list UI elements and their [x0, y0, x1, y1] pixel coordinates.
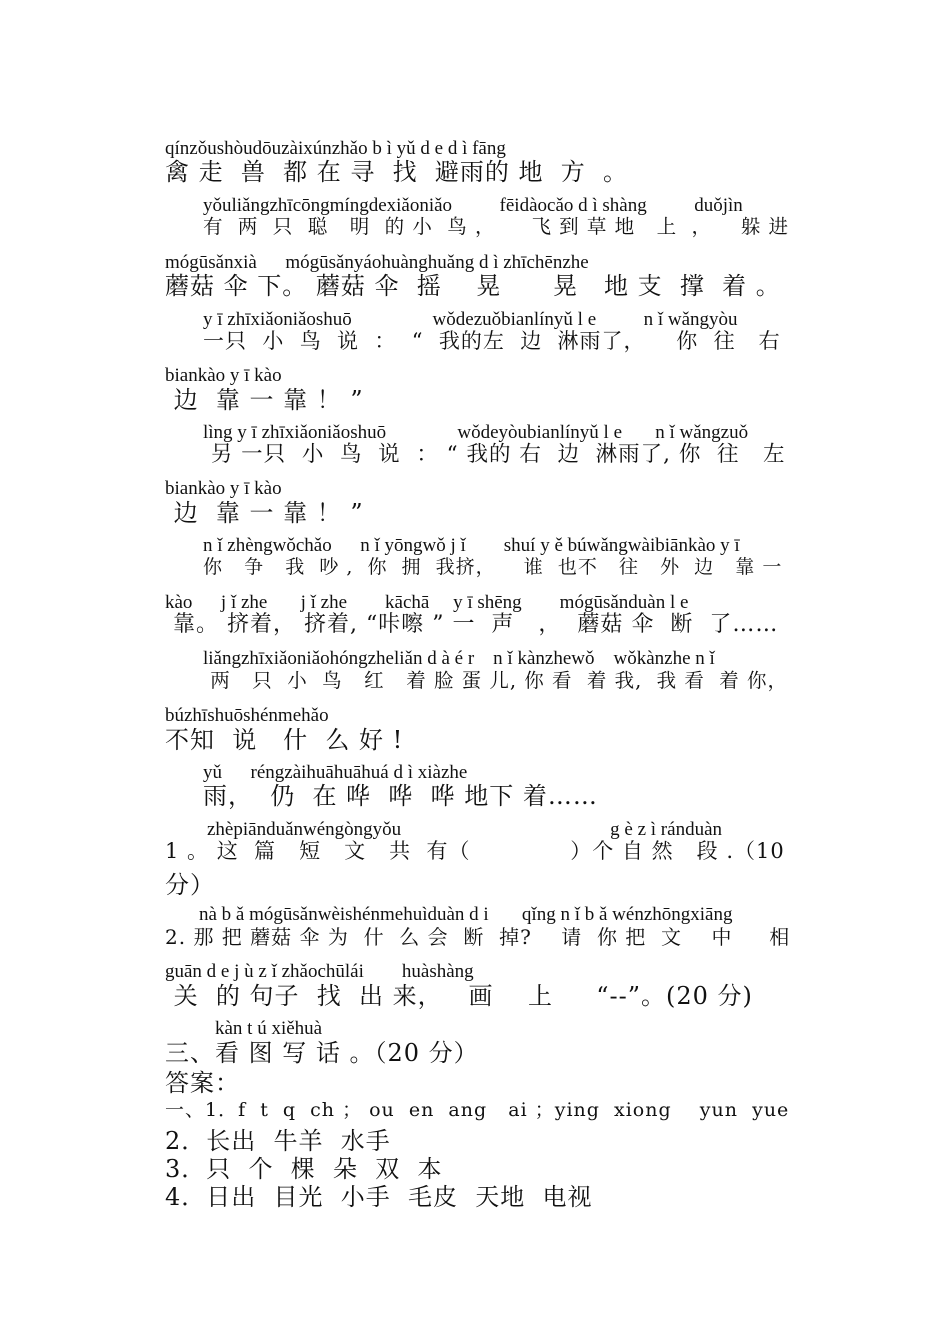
text-line: 有 两 只 聪 明 的 小 鸟 ， 飞 到 草 地 上 ， 躲 进 [203, 215, 790, 238]
text-line: 边 靠 一 靠 ！ ” [165, 386, 364, 414]
text-line: 蘑菇 伞 下。 蘑菇 伞 摇 晃 晃 地 支 撑 着 。 [165, 272, 781, 300]
text-line: 另 一只 小 鸟 说 ： “ 我的 右 边 淋雨了, 你 往 左 [203, 442, 786, 467]
question-1: 1 。 这 篇 短 文 共 有（ ）个 自 然 段 .（10 [165, 839, 785, 863]
answer-line: 2．长出 牛羊 水手 [165, 1127, 391, 1155]
pinyin-line: zhèpiānduǎnwéngòngyǒu g è z ì ránduàn [207, 819, 723, 840]
text-line: 分） [165, 871, 215, 899]
pinyin-line: qínzǒushòudōuzàixúnzhǎo b ì yǔ d e d ì fāng [165, 138, 506, 159]
answer-heading: 答案： [165, 1069, 240, 1097]
pinyin-line: liǎngzhīxiǎoniǎohóngzheliǎn d à é r n ǐ kànzhewǒ wǒkànzhe n ǐ [203, 648, 715, 669]
pinyin-line: guān d e j ù z ǐ zhǎochūlái huàshàng [165, 961, 474, 982]
text-line: 关 的 句子 找 出 来， 画 上 “--”。(20 分) [165, 982, 753, 1010]
text-line: 禽 走 兽 都 在 寻 找 避雨的 地 方 。 [165, 158, 629, 186]
text-line: 一只 小 鸟 说 ： “ 我的左 边 淋雨了， 你 往 右 [203, 329, 781, 353]
answer-line: 4．日出 目光 小手 毛皮 天地 电视 [165, 1183, 593, 1211]
section-3-heading: 三、看 图 写 话 。（20 分） [165, 1039, 479, 1067]
text-line: 你 争 我 吵 , 你 拥 我挤， 谁 也不 往 外 边 靠 一 [203, 556, 783, 578]
pinyin-line: lìng y ī zhīxiǎoniǎoshuō wǒdeyòubianlínyǔ l e n ǐ wǎngzuǒ [203, 422, 749, 443]
text-line: 靠。 挤着， 挤着, “咔嚓 ” 一 声 ， 蘑菇 伞 断 了…… [165, 612, 779, 637]
text-line: 雨， 仍 在 哗 哗 哗 地下 着…… [203, 782, 598, 810]
answer-line: 一、1．f t q ch ； ou en ang ai ；ying xiong yun yue [165, 1099, 790, 1121]
pinyin-line: biankào y ī kào [165, 478, 282, 499]
pinyin-line: kào j ǐ zhe j ǐ zhe kāchā y ī shēng mógūsǎnduàn l e [165, 592, 689, 613]
pinyin-line: yǔ réngzàihuāhuāhuá d ì xiàzhe [203, 762, 468, 783]
text-line: 不知 说 什 么 好 ! [165, 726, 404, 754]
pinyin-line: yǒuliǎngzhīcōngmíngdexiǎoniǎo fēidàocǎo d ì shàng duǒjìn [203, 195, 743, 216]
pinyin-line: búzhīshuōshénmehǎo [165, 705, 329, 726]
pinyin-line: n ǐ zhèngwǒchǎo n ǐ yōngwǒ j ǐ shuí y ě búwǎngwàibiānkào y ī [203, 535, 740, 556]
pinyin-line: kàn t ú xiěhuà [215, 1018, 323, 1039]
pinyin-line: nà b ǎ mógūsǎnwèishénmehuìduàn d i qǐng n ǐ b ǎ wénzhōngxiāng [199, 904, 733, 925]
text-line: 边 靠 一 靠 ！ ” [165, 499, 364, 527]
pinyin-line: biankào y ī kào [165, 365, 282, 386]
answer-line: 3．只 个 棵 朵 双 本 [165, 1155, 443, 1183]
pinyin-line: y ī zhīxiǎoniǎoshuō wǒdezuǒbianlínyǔ l e n ǐ wǎngyòu [203, 309, 738, 330]
pinyin-line: mógūsǎnxià mógūsǎnyáohuànghuǎng d ì zhīchēnzhe [165, 252, 589, 273]
text-line: 两 只 小 鸟 红 着 脸 蛋 儿, 你 看 着 我, 我 看 着 你， [203, 669, 788, 692]
question-2: 2. 那 把 蘑菇 伞 为 什 么 会 断 掉? 请 你 把 文 中 相 [165, 925, 791, 949]
